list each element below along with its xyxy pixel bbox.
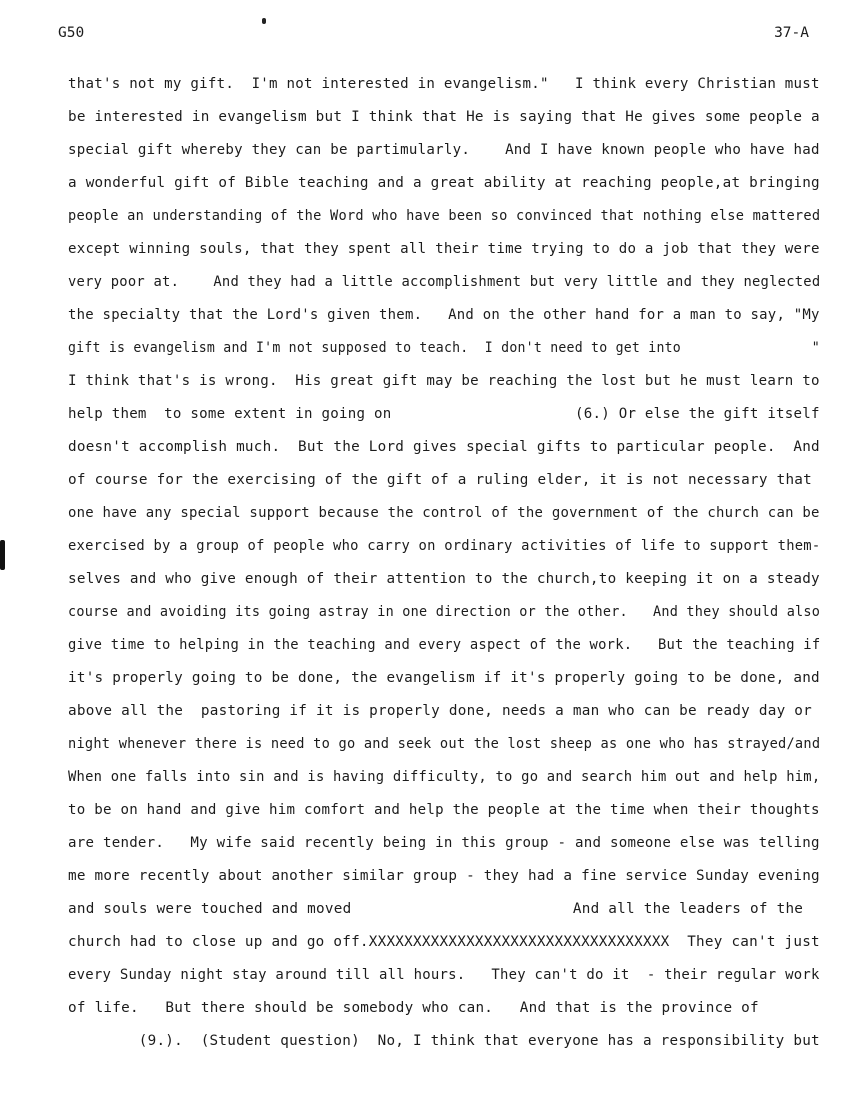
page-code: G50 (58, 25, 85, 41)
page-number: 37-A (774, 25, 809, 41)
text-line: a wonderful gift of Bible teaching and a great ability at reaching people,at bringing (68, 175, 820, 191)
text-line: help them to some extent in going on (6.) Or else the gift itself (68, 406, 820, 422)
text-line: every Sunday night stay around till all hours. They can't do it - their regular work (68, 967, 820, 983)
text-line: of life. But there should be somebody who can. And that is the province of (68, 1000, 759, 1016)
text-line: one have any special support because the control of the government of the church can be (68, 505, 820, 521)
text-line: gift is evangelism and I'm not supposed to teach. I don't need to get into " (68, 340, 820, 356)
text-line: the specialty that the Lord's given them. And on the other hand for a man to say, "My (68, 307, 820, 323)
text-line: that's not my gift. I'm not interested in evangelism." I think every Christian must (68, 76, 820, 92)
text-line: and souls were touched and moved And all the leaders of the (68, 901, 804, 917)
text-line: be interested in evangelism but I think that He is saying that He gives some people a (68, 109, 820, 125)
text-line: selves and who give enough of their attention to the church,to keeping it on a steady (68, 571, 820, 587)
text-line: it's properly going to be done, the evangelism if it's properly going to be done, and (68, 670, 820, 686)
text-line: special gift whereby they can be partimularly. And I have known people who have had (68, 142, 820, 158)
ink-dot (262, 18, 266, 24)
text-line: night whenever there is need to go and seek out the lost sheep as one who has strayed/and (68, 736, 821, 752)
text-line: people an understanding of the Word who have been so convinced that nothing else mattered (68, 208, 821, 224)
text-line: (9.). (Student question) No, I think that everyone has a responsibility but (68, 1033, 820, 1049)
text-line: course and avoiding its going astray in one direction or the other. And they should also (68, 604, 821, 620)
text-line: of course for the exercising of the gift of a ruling elder, it is not necessary that (68, 472, 813, 488)
text-line: doesn't accomplish much. But the Lord gives special gifts to particular people. And (68, 439, 820, 455)
text-line: exercised by a group of people who carry on ordinary activities of life to support them- (68, 538, 821, 554)
text-line: I think that's is wrong. His great gift may be reaching the lost but he must learn to (68, 373, 820, 389)
text-line: give time to helping in the teaching and every aspect of the work. But the teaching if (68, 637, 821, 653)
text-line: except winning souls, that they spent all their time trying to do a job that they were (68, 241, 820, 257)
text-line: me more recently about another similar group - they had a fine service Sunday evening (68, 868, 820, 884)
margin-mark (0, 540, 5, 570)
text-line: When one falls into sin and is having difficulty, to go and search him out and help him, (68, 769, 821, 785)
text-line: church had to close up and go off.XXXXXXXXXXXXXXXXXXXXXXXXXXXXXXXXXX They can't just (68, 934, 820, 950)
text-line: are tender. My wife said recently being in this group - and someone else was telling (68, 835, 820, 851)
text-line: very poor at. And they had a little accomplishment but very little and they neglected (68, 274, 821, 290)
text-line: to be on hand and give him comfort and help the people at the time when their thoughts (68, 802, 820, 818)
text-line: above all the pastoring if it is properly done, needs a man who can be ready day or (68, 703, 813, 719)
